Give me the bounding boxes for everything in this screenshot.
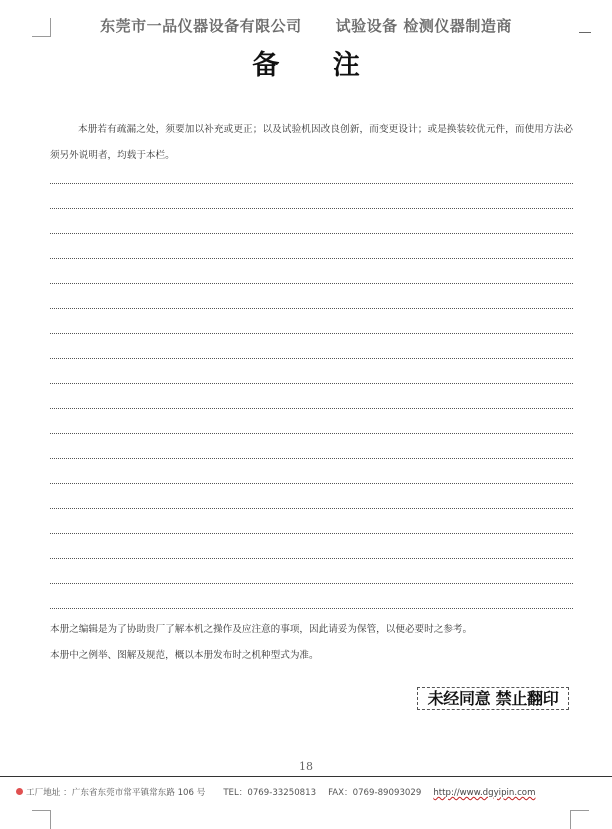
blank-line: [50, 433, 573, 434]
blank-line: [50, 208, 573, 209]
company-name: 东莞市一品仪器设备有限公司: [100, 17, 302, 35]
blank-line: [50, 358, 573, 359]
page-title: 备 注: [252, 50, 382, 81]
blank-line: [50, 258, 573, 259]
footer-address-label: 工厂地址: [26, 788, 61, 798]
crop-mark-bottom-right: [570, 810, 589, 829]
footer-url[interactable]: http://www.dgyipin.com: [433, 788, 536, 798]
blank-line: [50, 308, 573, 309]
blank-line: [50, 558, 573, 559]
blank-line: [50, 333, 573, 334]
footer-fax: FAX：0769-89093029: [328, 788, 422, 798]
blank-line: [50, 583, 573, 584]
footer-tel: TEL：0769-33250813: [223, 788, 317, 798]
crop-mark-bottom-left: [32, 810, 51, 829]
copyright-stamp: 未经同意 禁止翻印: [417, 687, 569, 710]
blank-line: [50, 483, 573, 484]
blank-line: [50, 608, 573, 609]
intro-paragraph: 本册若有疏漏之处，须要加以补充或更正；以及试验机因改良创新，而变更设计；或是换装较优元件，而使用方法必须另外说明者，均载于本栏。: [50, 124, 573, 161]
footer-address: ：广东省东莞市常平镇常东路 106 号: [63, 788, 206, 798]
blank-line: [50, 408, 573, 409]
page-number: 18: [299, 760, 313, 773]
note-line-1: 本册之编辑是为了协助贵厂了解本机之操作及应注意的事项，因此请妥为保管，以便必要时之参考。: [50, 624, 473, 635]
bullet-dot-icon: [16, 788, 23, 795]
blank-line: [50, 533, 573, 534]
blank-line: [50, 183, 573, 184]
note-line-2: 本册中之例举、图解及规范，概以本册发布时之机种型式为准。: [50, 650, 319, 661]
blank-line: [50, 383, 573, 384]
blank-line: [50, 508, 573, 509]
page-footer: [16, 786, 535, 798]
footer-rule: [0, 776, 612, 777]
blank-line: [50, 458, 573, 459]
company-slogan: 试验设备 检测仪器制造商: [335, 17, 512, 35]
blank-line: [50, 283, 573, 284]
blank-line: [50, 233, 573, 234]
page-header: [0, 15, 612, 36]
